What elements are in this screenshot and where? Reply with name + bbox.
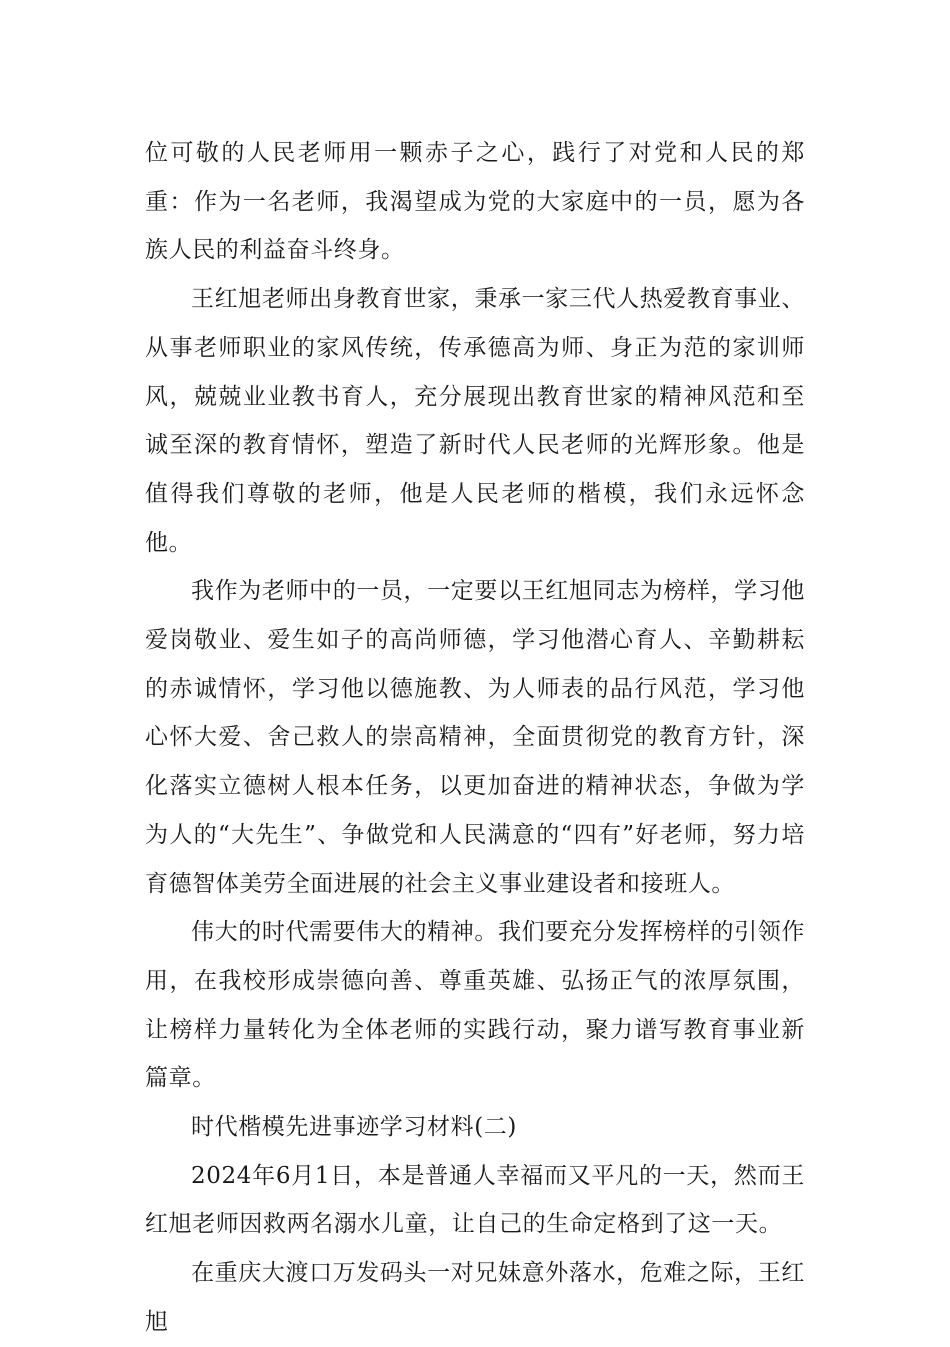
paragraph-great-spirit: 伟大的时代需要伟大的精神。我们要充分发挥榜样的引领作用，在我校形成崇德向善、尊重英雄、弘扬正气的浓厚氛围，让榜样力量转化为全体老师的实践行动，聚力谱写教育事业新篇章。: [145, 919, 805, 1092]
paragraph-date: 2024年6月1日，本是普通人幸福而又平凡的一天，然而王红旭老师因救两名溺水儿童，让自己的生命定格到了这一天。: [145, 1162, 805, 1238]
section-heading: 时代楷模先进事迹学习材料(二): [191, 1114, 517, 1141]
paragraph-learning-example: 我作为老师中的一员，一定要以王红旭同志为榜样，学习他爱岗敬业、爱生如子的高尚师德，学习他潜心育人、辛勤耕耘的赤诚情怀，学习他以德施教、为人师表的品行风范，学习他心怀大爱、舍己救人的崇高精神，全面贯彻党的教育方针，深化落实立德树人根本任务，以更加奋进的精神状态，争做为学为人的“大先生”、争做党和人民满意的“四有”好老师，努力培育德智体美劳全面进展的社会主义事业建设者和接班人。: [145, 578, 805, 897]
paragraph-rescue: 在重庆大渡口万发码头一对兄妹意外落水，危难之际，王红旭: [145, 1260, 805, 1335]
document-body: [145, 129, 805, 1347]
paragraph-family-tradition: 王红旭老师出身教育世家，秉承一家三代人热爱教育事业、从事老师职业的家风传统，传承德高为师、身正为范的家训师风，兢兢业业教书育人，充分展现出教育世家的精神风范和至诚至深的教育情怀，塑造了新时代人民老师的光辉形象。他是值得我们尊敬的老师，他是人民老师的楷模，我们永远怀念他。: [145, 286, 805, 556]
paragraph-continued: 位可敬的人民老师用一颗赤子之心，践行了对党和人民的郑重：作为一名老师，我渴望成为党的大家庭中的一员，愿为各族人民的利益奋斗终身。: [145, 140, 805, 264]
